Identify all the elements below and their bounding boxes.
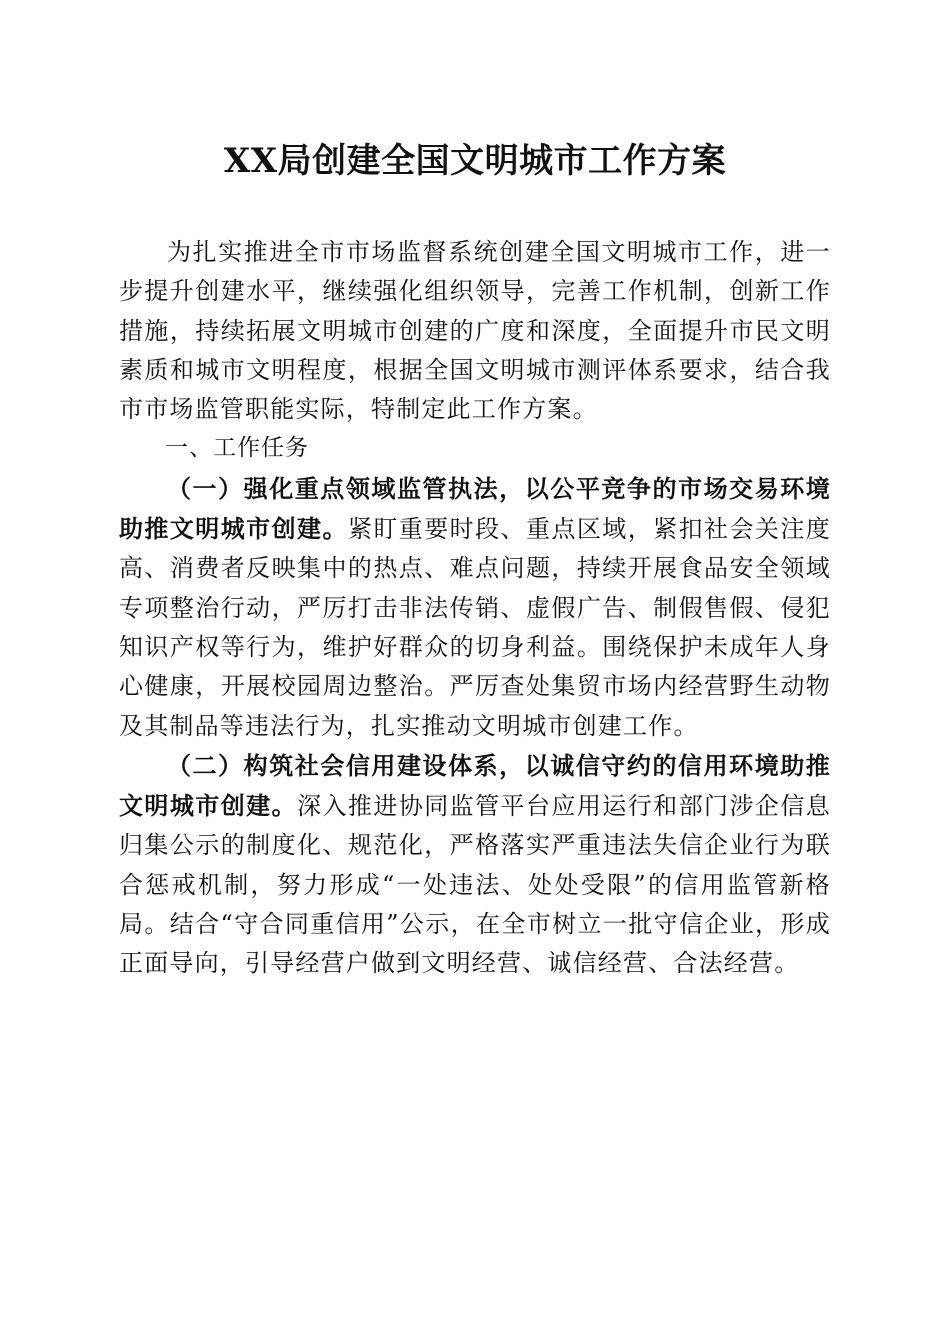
section-heading-tasks: 一、工作任务 bbox=[165, 435, 309, 462]
document-body bbox=[119, 233, 831, 984]
task-item-2 bbox=[119, 746, 831, 984]
task-item-1-text: 紧盯重要时段、重点区域，紧扣社会关注度高、消费者反映集中的热点、难点问题，持续开展食品安全领域专项整治行动，严厉打击非法传销、虚假广告、制假售假、侵犯知识产权等行为，维护好群众的切身利益。围绕保护未成年人身心健康，开展校园周边整治。严厉查处集贸市场内经营野生动物及其制品等违法行为，扎实推动文明城市创建工作。 bbox=[119, 515, 831, 740]
task-item-1-lead: （一）强化重点领域监管执法，以公平竞争的市场交易环境助推文明城市创建。 bbox=[119, 473, 831, 544]
intro-paragraph: 为扎实推进全市市场监督系统创建全国文明城市工作，进一步提升创建水平，继续强化组织领导，完善工作机制，创新工作措施，持续拓展文明城市创建的广度和深度，全面提升市民文明素质和城市文明程度，根据全国文明城市测评体系要求，结合我市市场监管职能实际，特制定此工作方案。 bbox=[119, 238, 831, 424]
document-title: XX局创建全国文明城市工作方案 bbox=[223, 141, 727, 181]
task-item-2-lead: （二）构筑社会信用建设体系，以诚信守约的信用环境助推文明城市创建。 bbox=[119, 750, 831, 821]
task-item-2-text: 深入推进协同监管平台应用运行和部门涉企信息归集公示的制度化、规范化，严格落实严重违法失信企业行为联合惩戒机制，努力形成“一处违法、处处受限”的信用监管新格局。结合“守合同重信用”公示，在全市树立一批守信企业，形成正面导向，引导经营户做到文明经营、诚信经营、合法经营。 bbox=[119, 792, 831, 978]
task-item-1 bbox=[119, 469, 831, 746]
